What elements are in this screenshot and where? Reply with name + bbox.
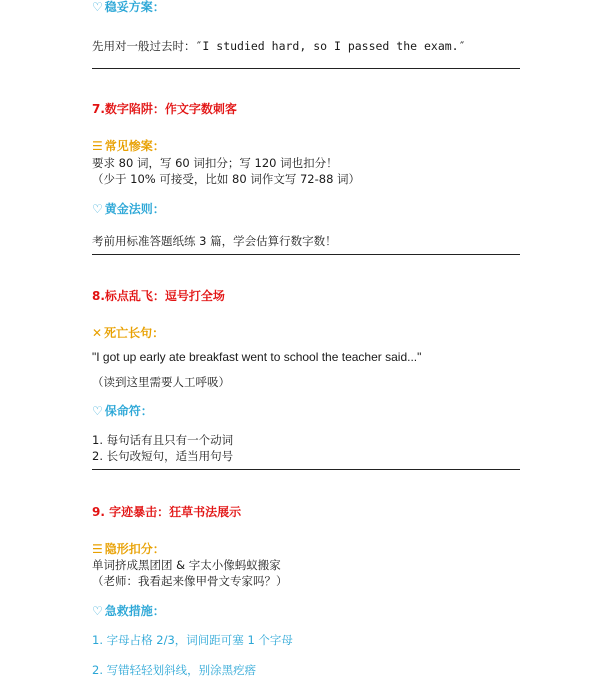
section9-rescue-label: ♡ 急救措施：	[92, 604, 165, 618]
section8-title: 8.标点乱飞：逗号打全场	[92, 289, 225, 303]
section6-solution-label: ♡ 稳妥方案：	[92, 0, 165, 14]
section9-step-1: 1. 字母占格 2/3，词间距可塞 1 个字母	[92, 633, 293, 647]
section8-example-note: （读到这里需要人工呼吸）	[92, 375, 230, 389]
section7-rule-label: ♡ 黄金法则：	[92, 202, 165, 216]
section7-case-line1: 要求 80 词，写 60 词扣分；写 120 词也扣分！	[92, 156, 338, 170]
cross-icon: ✕	[92, 326, 103, 340]
heart-check-icon: ♡	[92, 0, 103, 14]
section8-death-label: ✕ 死亡长句：	[92, 326, 165, 340]
section8-tip-2: 2. 长句改短句，适当用句号	[92, 449, 234, 463]
heart-check-icon: ♡	[92, 202, 103, 216]
clipboard-icon: ☰	[92, 542, 103, 556]
section8-example-sentence: "I got up early ate breakfast went to school the teacher said..."	[92, 350, 422, 364]
section6-solution-text: 先用对一般过去时：″I studied hard, so I passed the exam.″	[92, 39, 466, 53]
heart-check-icon: ♡	[92, 404, 103, 418]
section9-deduction-line1: 单词挤成黑团团 & 字太小像蚂蚁搬家	[92, 558, 281, 572]
heart-check-icon: ♡	[92, 604, 103, 618]
section8-tip-1: 1. 每句话有且只有一个动词	[92, 433, 234, 447]
section7-title: 7.数字陷阱：作文字数刺客	[92, 102, 237, 116]
clipboard-icon: ☰	[92, 139, 103, 153]
section7-cases-label: ☰ 常见惨案：	[92, 139, 165, 153]
section9-hidden-deduction-label: ☰ 隐形扣分：	[92, 542, 165, 556]
section7-case-line2: （少于 10% 可接受，比如 80 词作文写 72-88 词）	[92, 172, 361, 186]
section8-lifesaver-label: ♡ 保命符：	[92, 404, 153, 418]
section9-title: 9. 字迹暴击：狂草书法展示	[92, 505, 242, 519]
divider	[92, 254, 520, 255]
divider	[92, 68, 520, 69]
section9-step-2: 2. 写错轻轻划斜线，别涂黑疙瘩	[92, 663, 257, 677]
section7-rule-text: 考前用标准答题纸练 3 篇，学会估算行数字数！	[92, 234, 337, 248]
section9-deduction-line2: （老师：我看起来像甲骨文专家吗？）	[92, 574, 288, 588]
divider	[92, 469, 520, 470]
